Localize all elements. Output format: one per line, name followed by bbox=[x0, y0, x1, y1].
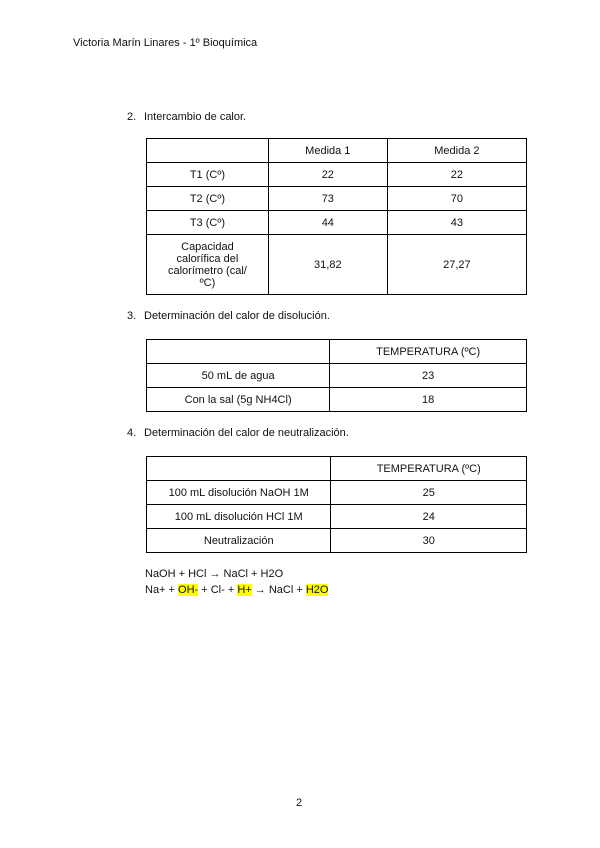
heat-exchange-table bbox=[146, 138, 527, 295]
table-cell: 23 bbox=[330, 364, 527, 388]
table-header-cell: TEMPERATURA (ºC) bbox=[331, 457, 527, 481]
table-cell: 43 bbox=[387, 211, 526, 235]
table-cell: 100 mL disolución HCl 1M bbox=[147, 505, 331, 529]
table-cell: 31,82 bbox=[268, 235, 387, 295]
table-cell: 100 mL disolución NaOH 1M bbox=[147, 481, 331, 505]
table-cell bbox=[147, 457, 331, 481]
table-cell: Con la sal (5g NH4Cl) bbox=[147, 388, 330, 412]
table-row bbox=[147, 364, 527, 388]
table-header-row bbox=[147, 340, 527, 364]
section-number: 2. bbox=[127, 111, 137, 123]
table-header-cell: Medida 1 bbox=[268, 139, 387, 163]
section-title-dissolution-heat bbox=[127, 310, 330, 322]
table-cell: T1 (Cº) bbox=[147, 163, 269, 187]
table-cell: 50 mL de agua bbox=[147, 364, 330, 388]
table-cell: 24 bbox=[331, 505, 527, 529]
table-cell: Capacidad calorífica del calorímetro (cal/ºC) bbox=[147, 235, 269, 295]
page-number: 2 bbox=[296, 797, 303, 809]
section-label: Determinación del calor de disolución. bbox=[144, 310, 330, 322]
section-title-neutralization-heat bbox=[127, 427, 349, 439]
table-cell: 22 bbox=[268, 163, 387, 187]
table-cell: 27,27 bbox=[387, 235, 526, 295]
table-header-cell: TEMPERATURA (ºC) bbox=[330, 340, 527, 364]
table-cell bbox=[147, 139, 269, 163]
table-row bbox=[147, 388, 527, 412]
table-row bbox=[147, 481, 527, 505]
table-row bbox=[147, 529, 527, 553]
section-title-heat-exchange bbox=[127, 111, 246, 123]
table-cell: 25 bbox=[331, 481, 527, 505]
equation-text: + Cl- + bbox=[198, 584, 238, 596]
table-cell: Neutralización bbox=[147, 529, 331, 553]
section-number: 3. bbox=[127, 310, 137, 322]
reaction-equation: NaOH + HCl → NaCl + H2O bbox=[145, 568, 284, 580]
section-label: Determinación del calor de neutralización. bbox=[144, 427, 349, 439]
table-header-cell: Medida 2 bbox=[387, 139, 526, 163]
table-cell: 44 bbox=[268, 211, 387, 235]
neutralization-table bbox=[146, 456, 527, 553]
table-row bbox=[147, 235, 527, 295]
table-cell: 18 bbox=[330, 388, 527, 412]
table-cell bbox=[147, 340, 330, 364]
table-row bbox=[147, 505, 527, 529]
section-label: Intercambio de calor. bbox=[144, 111, 247, 123]
equation-text: → NaCl + bbox=[251, 584, 306, 596]
table-row bbox=[147, 187, 527, 211]
equation-text: Na+ + bbox=[145, 584, 179, 596]
highlight-proton: H+ bbox=[237, 584, 252, 596]
page-header: Victoria Marín Linares - 1º Bioquímica bbox=[73, 37, 258, 49]
table-cell: T3 (Cº) bbox=[147, 211, 269, 235]
table-cell: 22 bbox=[387, 163, 526, 187]
table-header-row bbox=[147, 457, 527, 481]
highlight-hydroxide: OH- bbox=[178, 584, 199, 596]
table-row bbox=[147, 163, 527, 187]
table-header-row bbox=[147, 139, 527, 163]
table-cell: T2 (Cº) bbox=[147, 187, 269, 211]
ionic-equation bbox=[145, 584, 328, 596]
dissolution-table bbox=[146, 339, 527, 412]
table-cell: 73 bbox=[268, 187, 387, 211]
table-cell: 70 bbox=[387, 187, 526, 211]
table-row bbox=[147, 211, 527, 235]
table-cell: 30 bbox=[331, 529, 527, 553]
section-number: 4. bbox=[127, 427, 137, 439]
highlight-water: H2O bbox=[305, 584, 329, 596]
